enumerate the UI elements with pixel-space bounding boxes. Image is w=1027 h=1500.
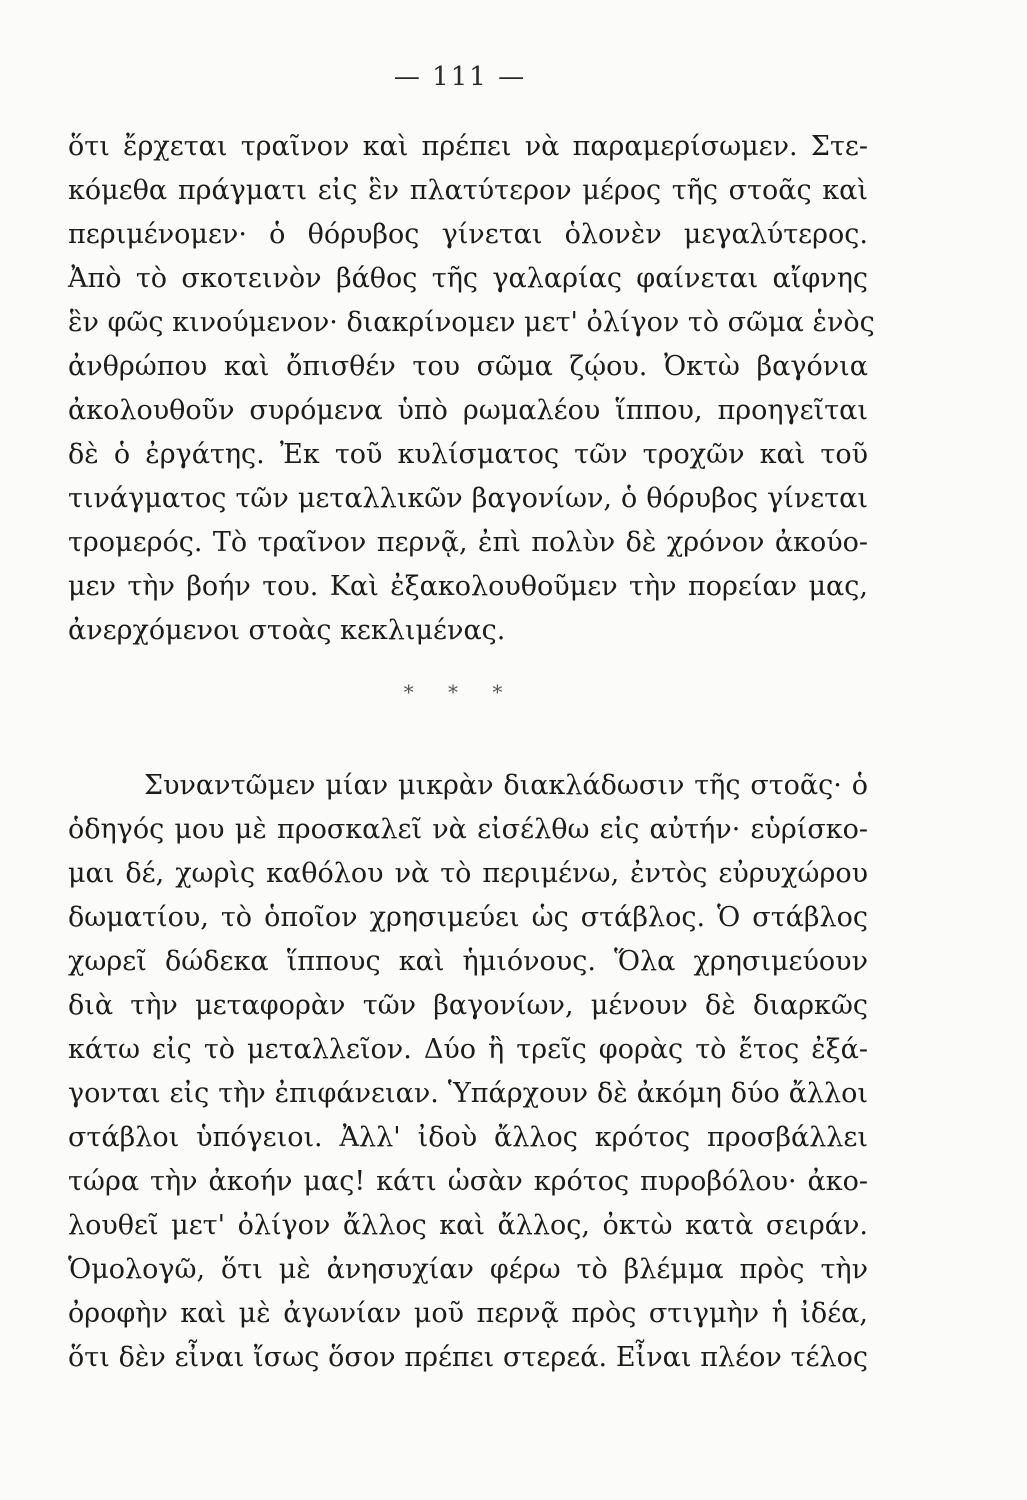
text-line: ἓν φῶς κινούμενον· διακρίνομεν μετ' ὀλίγον τὸ σῶμα ἑνὸς: [68, 307, 875, 338]
text-line: δὲ ὁ ἐργάτης. Ἐκ τοῦ κυλίσματος τῶν τροχῶν καὶ τοῦ: [68, 439, 868, 470]
text-line: κάτω εἰς τὸ μεταλλεῖον. Δύο ἢ τρεῖς φορὰς τὸ ἔτος ἐξά-: [68, 1034, 868, 1065]
page-number: — 111 —: [393, 62, 527, 92]
text-line: τινάγματος τῶν μεταλλικῶν βαγονίων, ὁ θόρυβος γίνεται: [68, 483, 868, 514]
text-line: περιμένομεν· ὁ θόρυβος γίνεται ὁλονὲν μεγαλύτερος.: [68, 219, 868, 250]
text-line: δωματίου, τὸ ὁποῖον χρησιμεύει ὡς στάβλος. Ὁ στάβλος: [68, 902, 868, 933]
paragraph-1: [68, 125, 875, 653]
text-line: ἀκολουθοῦν συρόμενα ὑπὸ ρωμαλέου ἵππου, προηγεῖται: [68, 395, 868, 426]
text-line: ὁδηγός μου μὲ προσκαλεῖ νὰ εἰσέλθω εἰς αὐτήν· εὑρίσκο-: [68, 814, 868, 845]
text-line: χωρεῖ δώδεκα ἵππους καὶ ἡμιόνους. Ὅλα χρησιμεύουν: [68, 946, 868, 977]
text-line: ὀροφὴν καὶ μὲ ἀγωνίαν μοῦ περνᾷ πρὸς στιγμὴν ἡ ἰδέα,: [68, 1298, 868, 1329]
text-line: διὰ τὴν μεταφορὰν τῶν βαγονίων, μένουν δὲ διαρκῶς: [68, 990, 868, 1021]
text-line: ὅτι δὲν εἶναι ἴσως ὅσον πρέπει στερεά. Εἶναι πλέον τέλος: [68, 1342, 868, 1373]
text-line: Ὁμολογῶ, ὅτι μὲ ἀνησυχίαν φέρω τὸ βλέμμα πρὸς τὴν: [68, 1254, 868, 1285]
section-separator: * * *: [403, 680, 517, 704]
text-line: λουθεῖ μετ' ὀλίγον ἄλλος καὶ ἄλλος, ὀκτὼ κατὰ σειράν.: [68, 1210, 868, 1241]
text-line: Συναντῶμεν μίαν μικρὰν διακλάδωσιν τῆς στοᾶς· ὁ: [144, 770, 868, 801]
text-line: τώρα τὴν ἀκοήν μας! κάτι ὡσὰν κρότος πυροβόλου· ἀκο-: [68, 1166, 868, 1197]
text-line: ὅτι ἔρχεται τραῖνον καὶ πρέπει νὰ παραμερίσωμεν. Στε-: [68, 131, 868, 162]
text-line: μαι δέ, χωρὶς καθόλου νὰ τὸ περιμένω, ἐντὸς εὐρυχώρου: [68, 858, 868, 889]
text-line: γονται εἰς τὴν ἐπιφάνειαν. Ὑπάρχουν δὲ ἀκόμη δύο ἄλλοι: [68, 1078, 868, 1109]
text-line: κόμεθα πράγματι εἰς ἓν πλατύτερον μέρος τῆς στοᾶς καὶ: [68, 175, 868, 206]
text-line: μεν τὴν βοήν του. Καὶ ἐξακολουθοῦμεν τὴν πορείαν μας,: [68, 571, 868, 602]
text-line: Ἀπὸ τὸ σκοτεινὸν βάθος τῆς γαλαρίας φαίνεται αἴφνης: [68, 263, 868, 294]
paragraph-2: [68, 764, 868, 1380]
text-line: ἀνθρώπου καὶ ὄπισθέν του σῶμα ζῴου. Ὀκτὼ βαγόνια: [68, 351, 868, 382]
text-line: τρομερός. Τὸ τραῖνον περνᾷ, ἐπὶ πολὺν δὲ χρόνον ἀκούο-: [68, 527, 868, 558]
text-line: στάβλοι ὑπόγειοι. Ἀλλ' ἰδοὺ ἄλλος κρότος προσβάλλει: [68, 1122, 868, 1153]
text-line: ἀνερχόμενοι στοὰς κεκλιμένας.: [68, 615, 506, 646]
